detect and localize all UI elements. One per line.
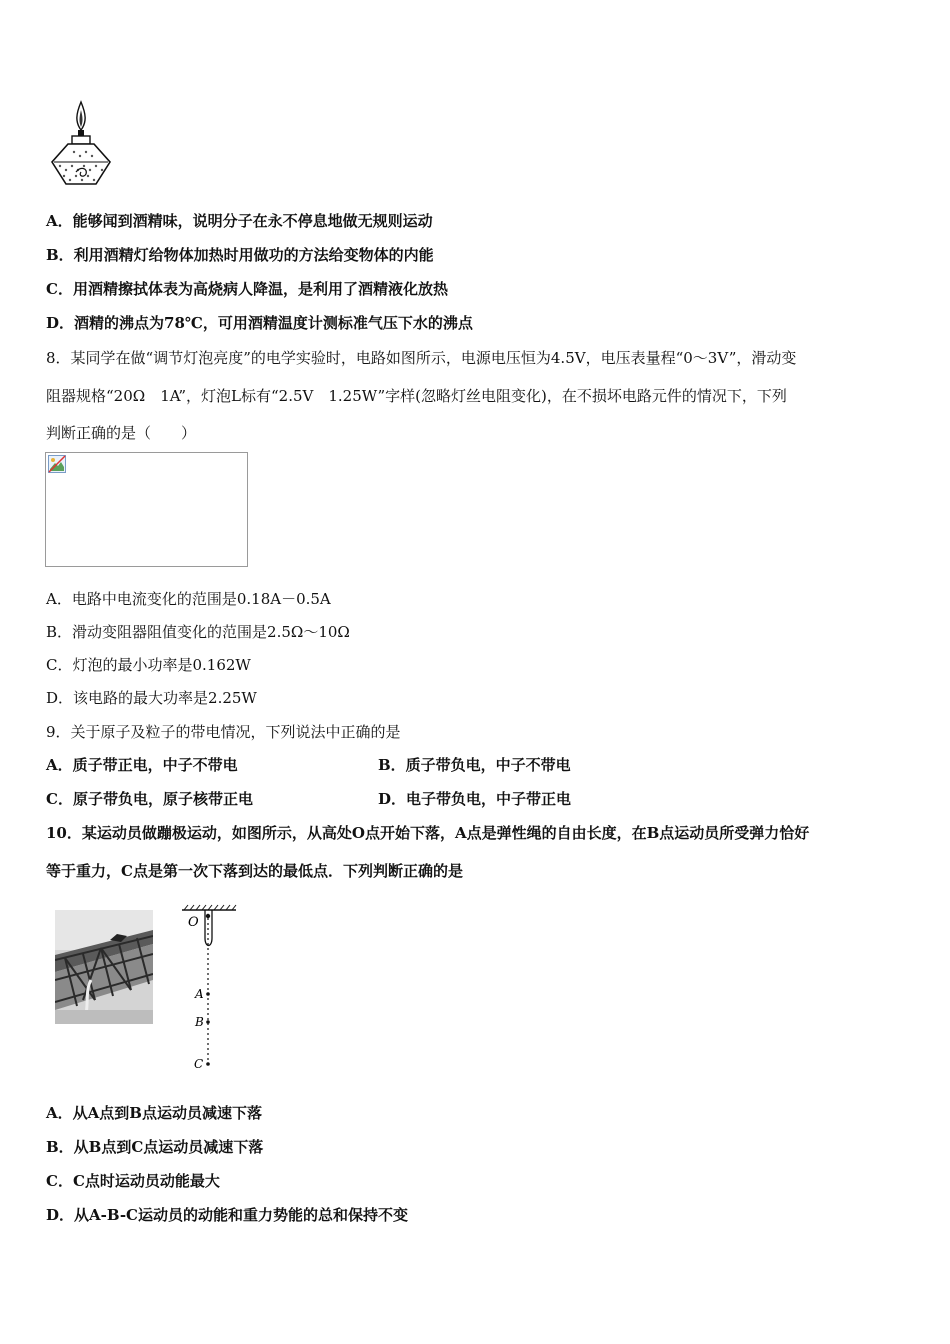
broken-image-icon xyxy=(48,455,66,473)
label-a: A xyxy=(195,987,204,1001)
q8-stem-line3: 判断正确的是（ ） xyxy=(46,424,197,442)
bungee-schematic xyxy=(178,904,240,1074)
q9-option-d: D．电子带负电，中子带正电 xyxy=(378,790,572,808)
q9-stem: 9．关于原子及粒子的带电情况，下列说法中正确的是 xyxy=(46,723,401,741)
alcohol-lamp-figure xyxy=(48,100,112,188)
q7-option-a: A．能够闻到酒精味，说明分子在永不停息地做无规则运动 xyxy=(46,212,433,230)
q10-option-a: A．从A点到B点运动员减速下落 xyxy=(46,1104,262,1122)
circuit-diagram-placeholder xyxy=(45,452,248,567)
lamp-body xyxy=(52,144,110,184)
q8-option-b: B．滑动变阻器阻值变化的范围是2.5Ω～10Ω xyxy=(46,623,350,641)
q10-stem-line2: 等于重力，C点是第一次下落到达的最低点．下列判断正确的是 xyxy=(46,862,463,880)
q9-option-b: B．质子带负电，中子不带电 xyxy=(378,756,571,774)
q7-option-c: C．用酒精擦拭体表为高烧病人降温，是利用了酒精液化放热 xyxy=(46,280,448,298)
q7-option-d: D．酒精的沸点为78℃，可用酒精温度计测标准气压下水的沸点 xyxy=(46,314,473,332)
point-b-mark xyxy=(206,1020,210,1024)
q7-option-b: B．利用酒精灯给物体加热时用做功的方法给变物体的内能 xyxy=(46,246,434,264)
bungee-photo xyxy=(55,910,153,1024)
point-a-mark xyxy=(206,992,210,996)
q10-option-d: D．从A-B-C运动员的动能和重力势能的总和保持不变 xyxy=(46,1206,408,1224)
q10-option-c: C．C点时运动员动能最大 xyxy=(46,1172,220,1190)
q8-option-d: D．该电路的最大功率是2.25W xyxy=(46,689,257,707)
q8-stem-line1: 8．某同学在做“调节灯泡亮度”的电学实验时，电路如图所示，电源电压恒为4.5V，电压表量程“0～3V”，滑动变 xyxy=(46,349,797,367)
label-o: O xyxy=(188,915,199,930)
q8-stem-line2: 阻器规格“20Ω 1A”，灯泡L标有“2.5V 1.25W”字样(忽略灯丝电阻变化)，在不损坏电路元件的情况下，下列 xyxy=(46,387,787,405)
q10-option-b: B．从B点到C点运动员减速下落 xyxy=(46,1138,264,1156)
q10-stem-line1: 10．某运动员做蹦极运动，如图所示，从高处O点开始下落，A点是弹性绳的自由长度，在B点运动员所受弹力恰好 xyxy=(46,824,810,842)
q9-option-a: A．质子带正电，中子不带电 xyxy=(46,756,238,774)
label-b: B xyxy=(195,1015,204,1029)
point-c-mark xyxy=(206,1062,210,1066)
q9-option-c: C．原子带负电，原子核带正电 xyxy=(46,790,253,808)
label-c: C xyxy=(194,1057,204,1071)
q8-option-c: C．灯泡的最小功率是0.162W xyxy=(46,656,251,674)
q8-option-a: A．电路中电流变化的范围是0.18A－0.5A xyxy=(46,590,331,608)
